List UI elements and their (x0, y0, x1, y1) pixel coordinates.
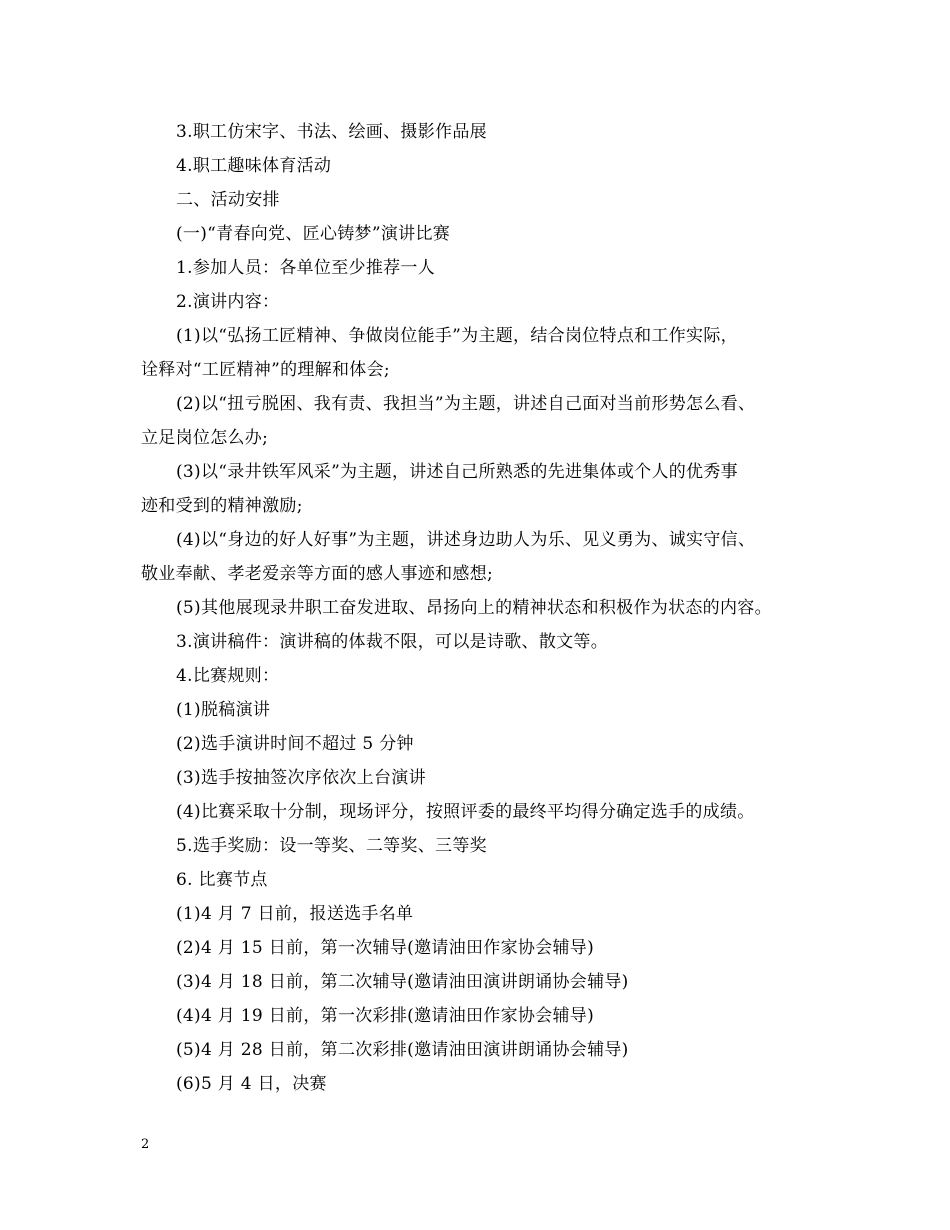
text-line: 4.职工趣味体育活动 (176, 156, 332, 176)
text-line: (2)4 月 15 日前，第一次辅导(邀请油田作家协会辅导) (176, 938, 595, 958)
text-line: 5.选手奖励：设一等奖、二等奖、三等奖 (176, 836, 487, 856)
text-line: 诠释对“工匠精神”的理解和体会; (141, 360, 390, 380)
text-line: (3)以“录井铁军风采”为主题，讲述自己所熟悉的先进集体或个人的优秀事 (176, 462, 738, 482)
text-line: 迹和受到的精神激励; (141, 496, 303, 516)
text-line: 2.演讲内容： (176, 292, 280, 312)
text-line: (1)脱稿演讲 (176, 700, 271, 720)
text-line: 3.演讲稿件：演讲稿的体裁不限，可以是诗歌、散文等。 (176, 632, 609, 652)
page-number: 2 (141, 1137, 150, 1152)
text-line: (4)4 月 19 日前，第一次彩排(邀请油田作家协会辅导) (176, 1006, 595, 1026)
text-line: (6)5 月 4 日，决赛 (176, 1074, 327, 1094)
text-line: 6. 比赛节点 (176, 870, 268, 890)
text-line: 二、活动安排 (176, 190, 280, 210)
text-line: (一)“青春向党、匠心铸梦”演讲比赛 (176, 224, 451, 244)
text-line: (1)以“弘扬工匠精神、争做岗位能手”为主题，结合岗位特点和工作实际， (176, 326, 738, 346)
text-line: (4)以“身边的好人好事”为主题，讲述身边助人为乐、见义勇为、诚实守信、 (176, 530, 756, 550)
document-body (141, 115, 821, 1101)
text-line: (2)以“扭亏脱困、我有责、我担当”为主题，讲述自己面对当前形势怎么看、 (176, 394, 756, 414)
text-line: 立足岗位怎么办; (141, 428, 269, 448)
text-line: 敬业奉献、孝老爱亲等方面的感人事迹和感想; (141, 564, 494, 584)
text-line: (5)4 月 28 日前，第二次彩排(邀请油田演讲朗诵协会辅导) (176, 1040, 629, 1060)
text-line: (4)比赛采取十分制，现场评分，按照评委的最终平均得分确定选手的成绩。 (176, 802, 755, 822)
text-line: (1)4 月 7 日前，报送选手名单 (176, 904, 414, 924)
text-line: (5)其他展现录井职工奋发进取、昂扬向上的精神状态和积极作为状态的内容。 (176, 598, 772, 618)
text-line: (3)选手按抽签次序依次上台演讲 (176, 768, 426, 788)
text-line: 4.比赛规则： (176, 666, 280, 686)
text-line: (2)选手演讲时间不超过 5 分钟 (176, 734, 414, 754)
text-line: 1.参加人员：各单位至少推荐一人 (176, 258, 436, 278)
text-line: (3)4 月 18 日前，第二次辅导(邀请油田演讲朗诵协会辅导) (176, 972, 629, 992)
text-line: 3.职工仿宋字、书法、绘画、摄影作品展 (176, 122, 487, 142)
